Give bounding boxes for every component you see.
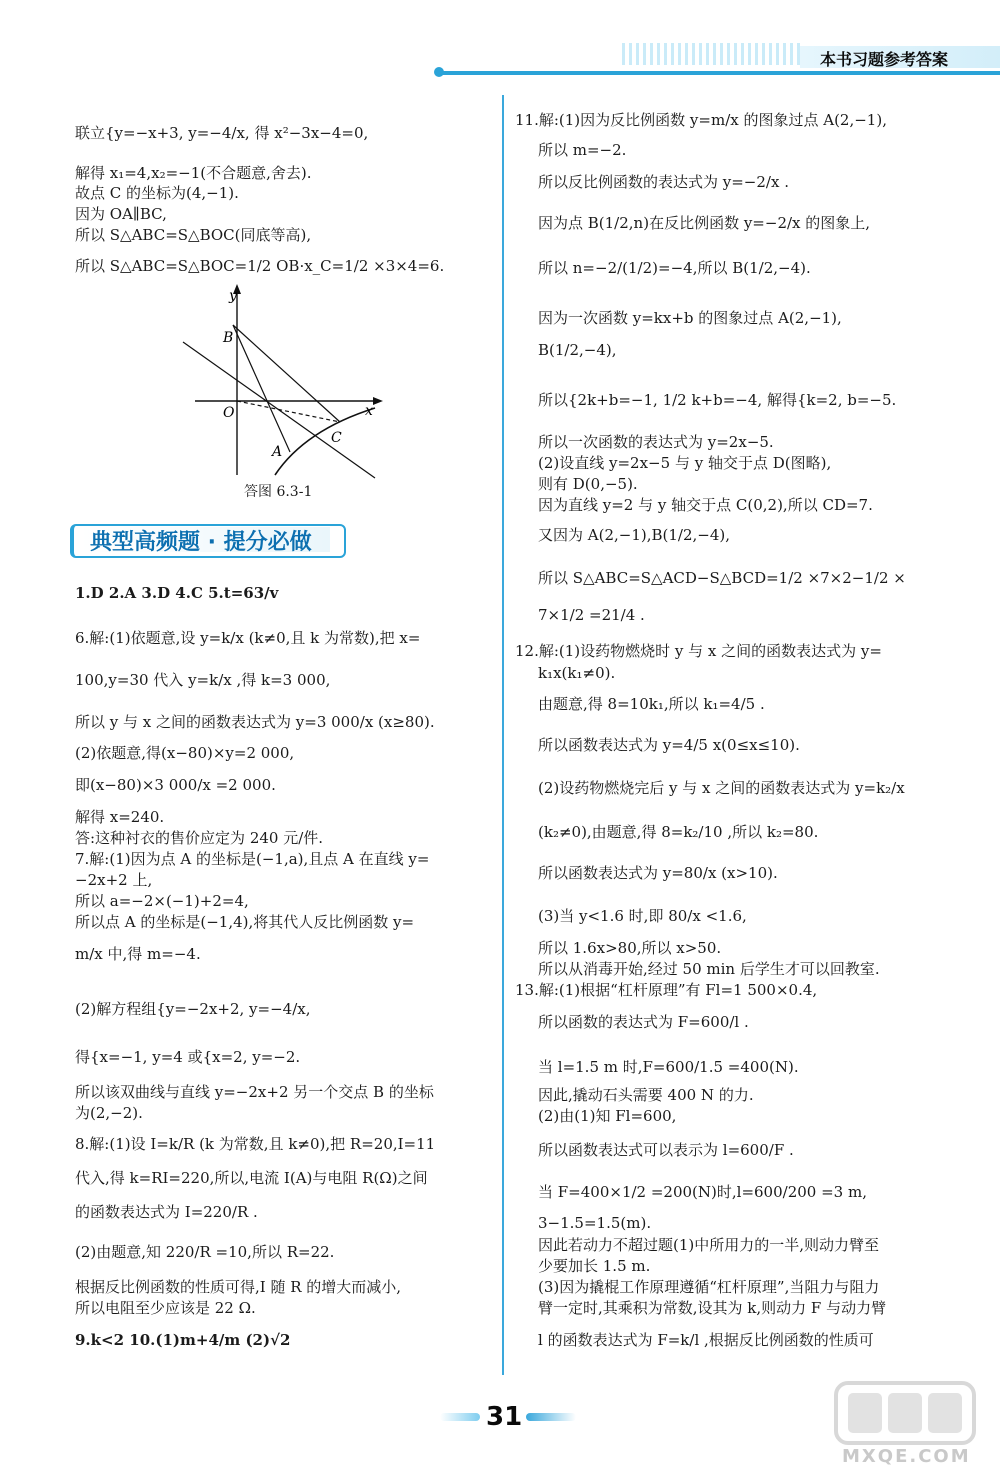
text-line: 所以从消毒开始,经过 50 min 后学生才可以回教室. — [538, 960, 880, 978]
text-line: 因此,撬动石头需要 400 N 的力. — [538, 1086, 754, 1104]
text-line: 解得 x₁=4,x₂=−1(不合题意,舍去). — [75, 164, 312, 182]
page-number: 31 — [486, 1402, 523, 1432]
text-line: 因为一次函数 y=kx+b 的图象过点 A(2,−1), — [538, 309, 842, 327]
text-line: 所以一次函数的表达式为 y=2x−5. — [538, 433, 774, 451]
text-line: 所以 m=−2. — [538, 141, 627, 159]
text-line: 因为直线 y=2 与 y 轴交于点 C(0,2),所以 CD=7. — [538, 496, 873, 514]
text-line: 所以 a=−2×(−1)+2=4, — [75, 892, 249, 910]
text-line: 即(x−80)×3 000/x =2 000. — [75, 776, 276, 794]
text-line: 联立{y=−x+3, y=−4/x, 得 x²−3x−4=0, — [75, 124, 369, 142]
text-line: −2x+2 上, — [75, 871, 153, 889]
text-line: 为(2,−2). — [75, 1104, 143, 1122]
text-line: 11.解:(1)因为反比例函数 y=m/x 的图象过点 A(2,−1), — [515, 111, 887, 129]
text-line: 所以 S△ABC=S△BOC(同底等高), — [75, 226, 312, 244]
text-line: 故点 C 的坐标为(4,−1). — [75, 184, 239, 202]
text-line: 的函数表达式为 I=220/R . — [75, 1203, 258, 1221]
text-line: 少要加长 1.5 m. — [538, 1257, 651, 1275]
text-line: 所以函数表达式可以表示为 l=600/F . — [538, 1141, 794, 1159]
figure-caption: 答图 6.3-1 — [244, 484, 313, 500]
function-graph-figure — [175, 280, 385, 480]
text-line: (2)依题意,得(x−80)×y=2 000, — [75, 744, 295, 762]
text-line: (2)解方程组{y=−2x+2, y=−4/x, — [75, 1000, 311, 1018]
text-line: 所以{2k+b=−1, 1/2 k+b=−4, 解得{k=2, b=−5. — [538, 391, 897, 409]
text-line: 代入,得 k=RI=220,所以,电流 I(A)与电阻 R(Ω)之间 — [75, 1169, 428, 1187]
text-line: 解得 x=240. — [75, 808, 165, 826]
header-decoration — [622, 43, 802, 65]
text-line: (2)设直线 y=2x−5 与 y 轴交于点 D(图略), — [538, 454, 832, 472]
text-line: 8.解:(1)设 I=k/R (k 为常数,且 k≠0),把 R=20,I=11 — [75, 1135, 436, 1153]
header-dot — [434, 67, 444, 77]
text-line: 因为点 B(1/2,n)在反比例函数 y=−2/x 的图象上, — [538, 214, 871, 232]
text-line: 因为 OA∥BC, — [75, 205, 167, 223]
text-line: (k₂≠0),由题意,得 8=k₂/10 ,所以 k₂=80. — [538, 823, 819, 841]
text-line: (3)因为撬棍工作原理遵循“杠杆原理”,当阻力与阻力 — [538, 1278, 880, 1296]
text-line: 所以函数表达式为 y=80/x (x>10). — [538, 864, 778, 882]
text-line: k₁x(k₁≠0). — [538, 664, 616, 682]
text-line: l 的函数表达式为 F=k/l ,根据反比例函数的性质可 — [538, 1331, 874, 1349]
point-label-c: C — [331, 430, 342, 446]
point-label-o: O — [223, 405, 235, 421]
text-line: 所以 S△ABC=S△ACD−S△BCD=1/2 ×7×2−1/2 × — [538, 569, 906, 587]
text-line: 所以函数表达式为 y=4/5 x(0≤x≤10). — [538, 736, 800, 754]
text-line: 根据反比例函数的性质可得,I 随 R 的增大而减小, — [75, 1278, 402, 1296]
axis-label-x: x — [365, 403, 373, 419]
text-line: 9.k<2 10.(1)m+4/m (2)√2 — [75, 1331, 291, 1349]
text-line: 则有 D(0,−5). — [538, 475, 638, 493]
text-line: 3−1.5=1.5(m). — [538, 1214, 652, 1232]
text-line: 所以电阻至少应该是 22 Ω. — [75, 1299, 256, 1317]
text-line: (2)设药物燃烧完后 y 与 x 之间的函数表达式为 y=k₂/x — [538, 779, 905, 797]
text-line: 所以 y 与 x 之间的函数表达式为 y=3 000/x (x≥80). — [75, 713, 435, 731]
text-line: 所以函数的表达式为 F=600/l . — [538, 1013, 749, 1031]
text-line: 答:这种衬衣的售价应定为 240 元/件. — [75, 829, 324, 847]
text-line: 得{x=−1, y=4 或{x=2, y=−2. — [75, 1048, 301, 1066]
header-title: 本书习题参考答案 — [820, 50, 949, 69]
text-line: 6.解:(1)依题意,设 y=k/x (k≠0,且 k 为常数),把 x= — [75, 629, 421, 647]
text-line: 所以点 A 的坐标是(−1,4),将其代人反比例函数 y= — [75, 913, 415, 931]
text-line: 所以该双曲线与直线 y=−2x+2 另一个交点 B 的坐标 — [75, 1083, 434, 1101]
header-rule — [440, 71, 1000, 75]
text-line: 又因为 A(2,−1),B(1/2,−4), — [538, 526, 731, 544]
point-label-b: B — [223, 330, 234, 346]
text-line: m/x 中,得 m=−4. — [75, 945, 201, 963]
point-label-a: A — [272, 444, 283, 460]
text-line: 7×1/2 =21/4 . — [538, 606, 645, 624]
section-title: 典型高频题 · 提分必做 — [90, 530, 312, 555]
text-line: 所以 n=−2/(1/2)=−4,所以 B(1/2,−4). — [538, 259, 811, 277]
text-line: 所以 1.6x>80,所以 x>50. — [538, 939, 722, 957]
text-line: 1.D 2.A 3.D 4.C 5.t=63/v — [75, 584, 279, 602]
column-divider — [502, 95, 504, 1375]
watermark-text: MXQE.COM — [842, 1446, 971, 1467]
axis-label-y: y — [229, 288, 237, 304]
text-line: 7.解:(1)因为点 A 的坐标是(−1,a),且点 A 在直线 y= — [75, 850, 430, 868]
page-number-decoration-right — [526, 1413, 576, 1421]
text-line: 所以反比例函数的表达式为 y=−2/x . — [538, 173, 789, 191]
text-line: 臂一定时,其乘积为常数,设其为 k,则动力 F 与动力臂 — [538, 1299, 887, 1317]
text-line: 12.解:(1)设药物燃烧时 y 与 x 之间的函数表达式为 y= — [515, 642, 882, 660]
text-line: 当 F=400×1/2 =200(N)时,l=600/200 =3 m, — [538, 1183, 867, 1201]
text-line: 13.解:(1)根据“杠杆原理”有 Fl=1 500×0.4, — [515, 981, 818, 999]
text-line: (2)由(1)知 Fl=600, — [538, 1107, 677, 1125]
text-line: B(1/2,−4), — [538, 341, 617, 359]
text-line: 当 l=1.5 m 时,F=600/1.5 =400(N). — [538, 1058, 799, 1076]
text-line: 100,y=30 代入 y=k/x ,得 k=3 000, — [75, 671, 331, 689]
text-line: 由题意,得 8=10k₁,所以 k₁=4/5 . — [538, 695, 765, 713]
page-number-decoration-left — [440, 1413, 480, 1421]
text-line: (2)由题意,知 220/R =10,所以 R=22. — [75, 1243, 335, 1261]
text-line: 所以 S△ABC=S△BOC=1/2 OB·x_C=1/2 ×3×4=6. — [75, 257, 445, 275]
text-line: (3)当 y<1.6 时,即 80/x <1.6, — [538, 907, 747, 925]
text-line: 因此若动力不超过题(1)中所用力的一半,则动力臂至 — [538, 1236, 880, 1254]
